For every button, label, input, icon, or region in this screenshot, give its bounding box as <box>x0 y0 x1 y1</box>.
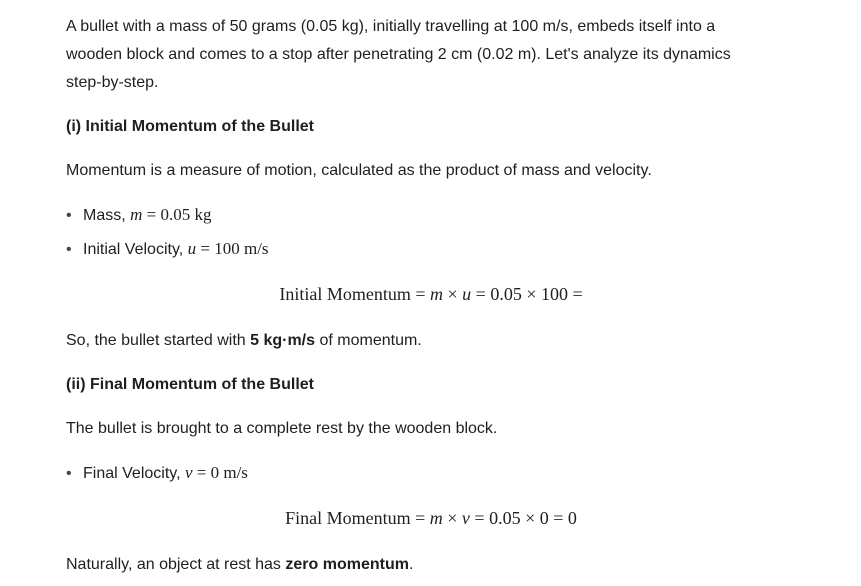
bullet-dot: • <box>66 207 72 224</box>
bullet-dot: • <box>66 241 72 258</box>
section1-conclusion: So, the bullet started with 5 kg·m/s of momentum. <box>66 332 422 349</box>
list-item-initial-velocity <box>66 235 269 264</box>
mass-formula: m = 0.05 kg <box>130 205 212 224</box>
initial-velocity-label: Initial Velocity, <box>83 241 188 258</box>
section2-conclusion: Naturally, an object at rest has zero momentum. <box>66 556 414 573</box>
bullet-dot: • <box>66 465 72 482</box>
final-velocity-formula: v = 0 m/s <box>184 463 248 482</box>
initial-velocity-formula: u = 100 m/s <box>187 239 269 258</box>
initial-momentum-value: 5 kg·m/s <box>250 332 316 349</box>
intro-line-1: A bullet with a mass of 50 grams (0.05 kg), initially travelling at 100 m/s, embeds itself into a <box>66 18 716 35</box>
intro-line-3: step-by-step. <box>66 74 159 91</box>
section2-description: The bullet is brought to a complete rest by the wooden block. <box>66 420 498 437</box>
section1-heading: (i) Initial Momentum of the Bullet <box>66 118 314 135</box>
section1-description: Momentum is a measure of motion, calculated as the product of mass and velocity. <box>66 162 652 179</box>
list-item-mass <box>66 201 212 230</box>
final-momentum-value: zero momentum <box>285 556 409 573</box>
intro-line-2: wooden block and comes to a stop after penetrating 2 cm (0.02 m). Let's analyze its dynamics <box>66 46 731 63</box>
list-item-final-velocity <box>66 459 248 488</box>
section2-heading: (ii) Final Momentum of the Bullet <box>66 376 314 393</box>
initial-momentum-equation: Initial Momentum = m × u = 0.05 × 100 = <box>279 284 583 304</box>
final-velocity-label: Final Velocity, <box>83 465 185 482</box>
final-momentum-equation: Final Momentum = m × v = 0.05 × 0 = 0 <box>285 508 577 528</box>
mass-label: Mass, <box>83 207 131 224</box>
intro-paragraph <box>66 13 731 97</box>
